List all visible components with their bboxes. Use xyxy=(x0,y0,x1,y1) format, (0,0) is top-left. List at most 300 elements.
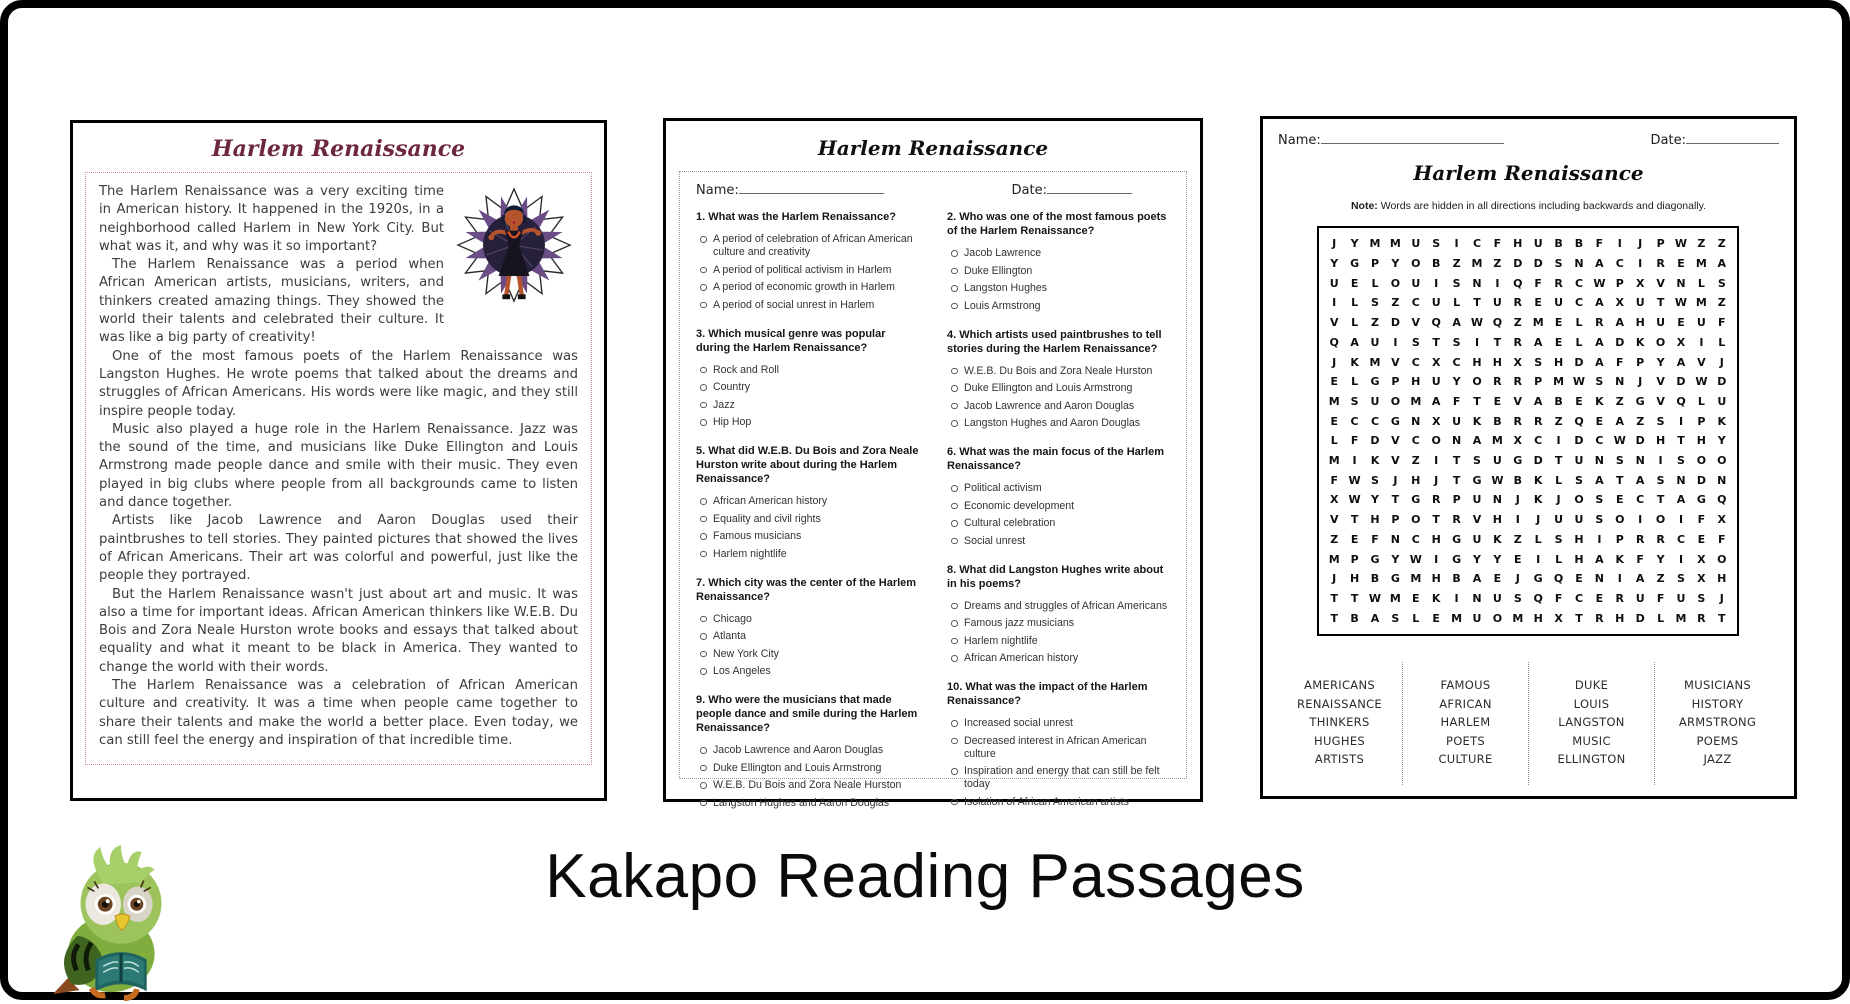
grid-letter: U xyxy=(1431,296,1441,310)
question-column-left xyxy=(696,210,919,825)
grid-letter: M xyxy=(1695,296,1707,310)
grid-letter: R xyxy=(1513,335,1523,349)
grid-letter: S xyxy=(1513,591,1522,605)
grid-letter: Z xyxy=(1493,257,1502,271)
grid-letter: R xyxy=(1615,591,1625,605)
passage-paragraph: Music also played a huge role in the Harlem Renaissance. Jazz was the sound of the time, and musicians like Duke Ellington and Louis Armstrong made people dance and smile with their music. They even played in big clubs where people from all backgrounds came to listen and dance together. xyxy=(99,421,578,511)
grid-letter: A xyxy=(1533,335,1543,349)
grid-letter: U xyxy=(1656,316,1666,330)
question-columns xyxy=(696,210,1170,825)
grid-letter: I xyxy=(1617,572,1622,586)
grid-letter: C xyxy=(1452,355,1461,369)
grid-letter: S xyxy=(1677,572,1685,586)
grid-letter: O xyxy=(1574,493,1584,507)
grid-letter: E xyxy=(1595,414,1604,428)
grid-letter: E xyxy=(1432,611,1440,625)
grid-letter: P xyxy=(1452,493,1461,507)
answer-option: Harlem nightlife xyxy=(947,635,1170,648)
grid-letter: K xyxy=(1533,473,1543,487)
grid-letter: O xyxy=(1411,257,1421,271)
grid-letter: Z xyxy=(1717,296,1726,310)
grid-letter: D xyxy=(1533,257,1543,271)
grid-letter: V xyxy=(1391,434,1400,448)
grid-letter: S xyxy=(1473,454,1481,468)
grid-letter: O xyxy=(1717,552,1727,566)
grid-letter: X xyxy=(1329,493,1339,507)
answer-option: African American history xyxy=(947,652,1170,665)
grid-letter: Y xyxy=(1656,355,1665,369)
grid-letter: B xyxy=(1452,572,1461,586)
question-block xyxy=(947,680,1170,809)
grid-letter: R xyxy=(1452,513,1461,527)
grid-letter: C xyxy=(1350,414,1359,428)
grid-letter: V xyxy=(1513,394,1523,408)
grid-letter: E xyxy=(1616,493,1624,507)
grid-letter: V xyxy=(1391,355,1400,369)
grid-letter: J xyxy=(1719,355,1724,369)
flapper-dancer-illustration xyxy=(456,185,572,309)
grid-letter: M xyxy=(1553,375,1565,389)
grid-letter: E xyxy=(1350,276,1359,290)
grid-letter: I xyxy=(1699,335,1704,349)
grid-letter: F xyxy=(1697,513,1706,527)
grid-letter: X xyxy=(1431,355,1441,369)
grid-letter: I xyxy=(1556,434,1561,448)
grid-letter: O xyxy=(1717,454,1727,468)
grid-letter: I xyxy=(1515,513,1520,527)
grid-letter: C xyxy=(1574,296,1584,310)
grid-letter: U xyxy=(1370,335,1380,349)
answer-option: New York City xyxy=(696,648,919,661)
wordsearch-note xyxy=(1263,200,1794,212)
grid-letter: H xyxy=(1513,237,1523,251)
grid-letter: E xyxy=(1697,532,1706,546)
grid-letter: U xyxy=(1574,454,1584,468)
grid-letter: M xyxy=(1410,572,1422,586)
answer-option: Famous musicians xyxy=(696,530,919,543)
word-list-item: CULTURE xyxy=(1438,752,1493,766)
name-label: Name: xyxy=(696,183,739,198)
grid-letter: V xyxy=(1329,513,1339,527)
grid-letter: W xyxy=(1348,493,1361,507)
grid-letter: J xyxy=(1515,493,1520,507)
question-text: 6. What was the main focus of the Harlem Renaissance? xyxy=(947,446,1164,472)
grid-letter: A xyxy=(1615,316,1625,330)
date-blank-line xyxy=(1686,132,1779,144)
grid-letter: Y xyxy=(1452,375,1461,389)
grid-letter: R xyxy=(1595,316,1604,330)
grid-letter: T xyxy=(1656,493,1665,507)
grid-letter: A xyxy=(1595,355,1604,369)
grid-letter: K xyxy=(1615,552,1625,566)
grid-letter: H xyxy=(1574,532,1584,546)
grid-letter: P xyxy=(1615,532,1624,546)
grid-letter: D xyxy=(1370,434,1380,448)
grid-letter: Q xyxy=(1553,572,1564,586)
grid-letter: C xyxy=(1636,493,1645,507)
grid-letter: T xyxy=(1473,296,1481,310)
grid-letter: J xyxy=(1393,473,1398,487)
questions-page xyxy=(663,118,1203,809)
grid-letter: T xyxy=(1432,513,1440,527)
grid-letter: K xyxy=(1595,394,1604,408)
grid-letter: R xyxy=(1554,276,1563,290)
grid-letter: W xyxy=(1695,375,1708,389)
grid-letter: L xyxy=(1575,335,1583,349)
grid-letter: H xyxy=(1472,355,1482,369)
grid-letter: O xyxy=(1390,276,1401,290)
grid-letter: X xyxy=(1697,572,1706,586)
grid-letter: B xyxy=(1574,237,1584,251)
grid-letter: U xyxy=(1492,296,1502,310)
question-block xyxy=(696,444,919,561)
grid-letter: G xyxy=(1635,394,1645,408)
grid-letter: T xyxy=(1575,611,1583,625)
grid-letter: E xyxy=(1330,414,1338,428)
grid-letter: U xyxy=(1533,237,1543,251)
grid-letter: I xyxy=(1678,552,1684,566)
grid-letter: Y xyxy=(1371,493,1379,507)
question-text: 3. Which musical genre was popular during the Harlem Renaissance? xyxy=(696,327,886,354)
grid-letter: Y xyxy=(1350,237,1359,251)
grid-letter: D xyxy=(1717,375,1727,389)
word-list-column xyxy=(1277,662,1402,785)
grid-letter: T xyxy=(1616,473,1624,487)
grid-letter: M xyxy=(1369,355,1381,369)
word-list-item: MUSIC xyxy=(1572,733,1611,748)
grid-letter: I xyxy=(1617,237,1622,251)
question-text: 5. What did W.E.B. Du Bois and Zora Neale Hurston write about during the Harlem Renaissance? xyxy=(696,445,919,485)
grid-letter: O xyxy=(1655,513,1666,527)
grid-letter: M xyxy=(1491,434,1503,448)
answer-option: Atlanta xyxy=(696,630,919,643)
grid-letter: Q xyxy=(1513,276,1523,290)
answer-option: Decreased interest in African American culture xyxy=(947,735,1170,761)
grid-letter: J xyxy=(1536,513,1541,527)
grid-letter: T xyxy=(1350,513,1359,527)
grid-letter: K xyxy=(1370,454,1380,468)
grid-letter: R xyxy=(1656,257,1665,271)
grid-letter: Z xyxy=(1513,532,1522,546)
grid-letter: O xyxy=(1390,394,1401,408)
note-label: Note: xyxy=(1350,200,1378,212)
grid-letter: O xyxy=(1431,434,1441,448)
grid-letter: T xyxy=(1432,335,1440,349)
grid-letter: U xyxy=(1574,513,1584,527)
answer-option: Duke Ellington and Louis Armstrong xyxy=(696,762,919,775)
grid-letter: T xyxy=(1677,434,1685,448)
wordsearch-page xyxy=(1260,116,1797,799)
grid-letter: T xyxy=(1473,394,1481,408)
grid-letter: X xyxy=(1635,276,1645,290)
grid-letter: N xyxy=(1615,375,1625,389)
grid-letter: S xyxy=(1432,237,1441,251)
grid-letter: U xyxy=(1472,611,1482,625)
grid-letter: I xyxy=(1474,335,1480,349)
grid-letter: R xyxy=(1533,414,1543,428)
name-label: Name: xyxy=(1278,133,1321,148)
grid-letter: G xyxy=(1350,257,1360,271)
answer-option: Duke Ellington and Louis Armstrong xyxy=(947,382,1170,395)
date-blank-line xyxy=(1047,182,1132,194)
word-list-item: RENAISSANCE xyxy=(1297,696,1382,711)
grid-letter: E xyxy=(1575,572,1583,586)
grid-letter: M xyxy=(1389,591,1401,605)
question-text: 9. Who were the musicians that made people dance and smile during the Harlem Renaissance? xyxy=(696,694,918,734)
grid-letter: H xyxy=(1655,434,1666,448)
grid-letter: H xyxy=(1370,513,1380,527)
grid-letter: H xyxy=(1696,434,1706,448)
grid-letter: E xyxy=(1534,296,1542,310)
grid-letter: Y xyxy=(1656,552,1665,566)
grid-letter: C xyxy=(1574,591,1584,605)
grid-letter: J xyxy=(1332,355,1337,369)
grid-letter: R xyxy=(1595,611,1604,625)
grid-letter: N xyxy=(1472,276,1482,290)
grid-letter: S xyxy=(1656,414,1665,428)
answer-option: Langston Hughes and Aaron Douglas xyxy=(696,797,919,810)
answer-option: Louis Armstrong xyxy=(947,300,1170,313)
passage-paragraph: The Harlem Renaissance was a period when African American artists, musicians, writers, and thinkers created amazing things. They showed the world their talents and celebrated their culture. It was like a big party of creativity! xyxy=(99,257,444,346)
grid-letter: T xyxy=(1554,454,1563,468)
question-block xyxy=(696,210,919,312)
grid-letter: B xyxy=(1370,572,1380,586)
question-text: 1. What was the Harlem Renaissance? xyxy=(696,211,896,223)
grid-letter: N xyxy=(1390,532,1400,546)
grid-letter: G xyxy=(1390,414,1400,428)
grid-letter: I xyxy=(1678,414,1684,428)
grid-letter: T xyxy=(1493,335,1502,349)
grid-letter: Y xyxy=(1330,257,1339,271)
grid-letter: U xyxy=(1492,591,1502,605)
grid-letter: E xyxy=(1554,335,1563,349)
grid-letter: N xyxy=(1472,591,1482,605)
grid-letter: Q xyxy=(1329,335,1339,349)
brand-title: Kakapo Reading Passages xyxy=(545,842,1305,911)
grid-letter: S xyxy=(1371,473,1379,487)
grid-letter: O xyxy=(1655,335,1666,349)
question-text: 2. Who was one of the most famous poets of the Harlem Renaissance? xyxy=(947,211,1167,237)
grid-letter: W xyxy=(1470,316,1484,330)
grid-letter: D xyxy=(1696,473,1706,487)
grid-letter: P xyxy=(1391,375,1400,389)
grid-letter: W xyxy=(1368,591,1382,605)
answer-option: Jazz xyxy=(696,399,919,412)
grid-letter: Z xyxy=(1411,454,1420,468)
grid-letter: N xyxy=(1635,454,1645,468)
grid-letter: N xyxy=(1676,473,1686,487)
word-list-item: HISTORY xyxy=(1691,696,1744,711)
grid-letter: Y xyxy=(1493,552,1502,566)
grid-letter: T xyxy=(1656,296,1665,310)
questions-title: Harlem Renaissance xyxy=(817,136,1049,160)
grid-letter: V xyxy=(1656,375,1665,389)
grid-letter: W xyxy=(1674,237,1688,251)
grid-letter: I xyxy=(1352,454,1357,468)
grid-letter: K xyxy=(1717,414,1727,428)
grid-letter: V xyxy=(1391,454,1400,468)
grid-letter: V xyxy=(1329,316,1339,330)
word-list-column xyxy=(1402,662,1528,785)
grid-letter: L xyxy=(1330,434,1338,448)
grid-letter: F xyxy=(1350,434,1359,448)
grid-letter: U xyxy=(1452,414,1462,428)
grid-letter: K xyxy=(1472,414,1482,428)
grid-letter: E xyxy=(1493,572,1502,586)
grid-letter: X xyxy=(1513,355,1523,369)
grid-letter: L xyxy=(1718,335,1726,349)
answer-option: A period of economic growth in Harlem xyxy=(696,281,919,294)
grid-letter: K xyxy=(1493,532,1502,546)
grid-letter: Q xyxy=(1574,414,1584,428)
reading-passage-page xyxy=(70,120,607,801)
question-block xyxy=(947,563,1170,666)
grid-letter: S xyxy=(1595,513,1604,527)
grid-letter: Q xyxy=(1492,316,1503,330)
grid-letter: F xyxy=(1718,316,1726,330)
word-list-item: HUGHES xyxy=(1314,733,1365,748)
grid-letter: I xyxy=(1393,335,1398,349)
answer-option: W.E.B. Du Bois and Zora Neale Hurston xyxy=(947,365,1170,378)
grid-letter: H xyxy=(1615,611,1625,625)
grid-letter: A xyxy=(1595,335,1604,349)
grid-letter: Q xyxy=(1431,316,1441,330)
wordsearch-grid xyxy=(1317,226,1739,636)
grid-letter: N xyxy=(1451,434,1462,448)
grid-letter: S xyxy=(1391,611,1400,625)
grid-letter: C xyxy=(1574,276,1584,290)
date-label: Date: xyxy=(1650,133,1686,148)
answer-option: Jacob Lawrence and Aaron Douglas xyxy=(696,744,919,757)
word-list-item: AMERICANS xyxy=(1304,678,1375,692)
grid-letter: A xyxy=(1717,257,1727,271)
grid-letter: H xyxy=(1574,552,1584,566)
grid-letter: A xyxy=(1595,473,1604,487)
grid-letter: S xyxy=(1717,276,1726,290)
grid-letter: H xyxy=(1492,355,1502,369)
grid-letter: I xyxy=(1434,552,1439,566)
grid-letter: E xyxy=(1514,552,1522,566)
grid-letter: G xyxy=(1411,493,1421,507)
grid-letter: Q xyxy=(1717,493,1727,507)
grid-letter: J xyxy=(1638,237,1643,251)
name-date-row xyxy=(1278,132,1779,148)
question-text: 7. Which city was the center of the Harlem Renaissance? xyxy=(696,576,917,603)
grid-letter: I xyxy=(1638,513,1643,527)
grid-letter: C xyxy=(1615,257,1624,271)
grid-letter: X xyxy=(1615,296,1625,310)
grid-letter: B xyxy=(1431,257,1441,271)
grid-letter: X xyxy=(1717,513,1727,527)
grid-letter: P xyxy=(1350,552,1359,566)
grid-letter: G xyxy=(1533,572,1543,586)
grid-letter: F xyxy=(1616,355,1624,369)
passage-title: Harlem Renaissance xyxy=(211,136,466,162)
grid-letter: G xyxy=(1370,552,1380,566)
grid-letter: Z xyxy=(1717,237,1726,251)
word-list-item: LANGSTON xyxy=(1558,715,1625,729)
grid-letter: L xyxy=(1351,375,1359,389)
answer-option: Hip Hop xyxy=(696,416,919,429)
word-list xyxy=(1277,662,1780,785)
grid-letter: A xyxy=(1472,572,1482,586)
wordsearch-title: Harlem Renaissance xyxy=(1413,161,1644,185)
grid-letter: N xyxy=(1411,414,1421,428)
grid-letter: H xyxy=(1411,473,1421,487)
grid-letter: G xyxy=(1370,375,1380,389)
grid-letter: D xyxy=(1635,434,1645,448)
grid-letter: F xyxy=(1636,552,1644,566)
answer-option: Langston Hughes and Aaron Douglas xyxy=(947,417,1170,430)
grid-letter: I xyxy=(1495,276,1500,290)
question-text: 4. Which artists used paintbrushes to tell stories during the Harlem Renaissance? xyxy=(947,328,1162,355)
answer-option: W.E.B. Du Bois and Zora Neale Hurston xyxy=(696,779,919,792)
grid-letter: M xyxy=(1695,257,1707,271)
passage-paragraph: But the Harlem Renaissance wasn't just about art and music. It was also a time for important ideas. African American thinkers like W.E.B. Du Bois and Zora Neale Hurston wrote books and essays that talked about equality and what it meant to be black in America. They wanted to change the world with their words. xyxy=(99,586,578,675)
grid-letter: S xyxy=(1452,335,1461,349)
grid-letter: L xyxy=(1697,394,1705,408)
grid-letter: P xyxy=(1656,237,1665,251)
grid-letter: G xyxy=(1472,473,1482,487)
answer-option: Rock and Roll xyxy=(696,364,919,377)
grid-letter: H xyxy=(1553,355,1564,369)
answer-option: Chicago xyxy=(696,613,919,626)
grid-letter: T xyxy=(1330,591,1338,605)
grid-letter: S xyxy=(1452,276,1461,290)
grid-letter: P xyxy=(1697,414,1706,428)
grid-letter: S xyxy=(1411,335,1420,349)
grid-letter: I xyxy=(1658,454,1663,468)
grid-letter: M xyxy=(1451,611,1463,625)
grid-letter: U xyxy=(1696,316,1706,330)
grid-letter: R xyxy=(1513,414,1523,428)
grid-letter: L xyxy=(1412,611,1420,625)
answer-option: Cultural celebration xyxy=(947,517,1170,530)
grid-letter: F xyxy=(1371,532,1379,546)
grid-letter: D xyxy=(1574,434,1584,448)
answer-option: Duke Ellington xyxy=(947,265,1170,278)
grid-letter: D xyxy=(1390,316,1400,330)
name-blank-line xyxy=(1321,132,1504,144)
grid-letter: F xyxy=(1493,237,1502,251)
grid-letter: I xyxy=(1454,237,1459,251)
grid-letter: S xyxy=(1595,493,1604,507)
grid-letter: I xyxy=(1638,257,1643,271)
grid-letter: Z xyxy=(1615,394,1624,408)
grid-letter: S xyxy=(1595,375,1604,389)
grid-letter: I xyxy=(1332,296,1337,310)
grid-letter: X xyxy=(1513,434,1523,448)
grid-letter: Z xyxy=(1452,257,1461,271)
grid-letter: N xyxy=(1492,493,1502,507)
grid-letter: F xyxy=(1534,276,1542,290)
grid-letter: A xyxy=(1676,493,1686,507)
grid-letter: S xyxy=(1554,532,1563,546)
grid-letter: U xyxy=(1676,591,1686,605)
grid-letter: A xyxy=(1533,394,1543,408)
grid-letter: S xyxy=(1534,355,1543,369)
grid-letter: M xyxy=(1512,611,1524,625)
grid-letter: S xyxy=(1350,394,1359,408)
grid-letter: V xyxy=(1656,276,1665,290)
answer-option: Economic development xyxy=(947,500,1170,513)
grid-letter: S xyxy=(1656,473,1665,487)
grid-letter: J xyxy=(1556,493,1561,507)
grid-letter: Z xyxy=(1371,316,1379,330)
grid-letter: H xyxy=(1635,316,1645,330)
word-list-column xyxy=(1654,662,1780,785)
grid-letter: O xyxy=(1696,454,1707,468)
